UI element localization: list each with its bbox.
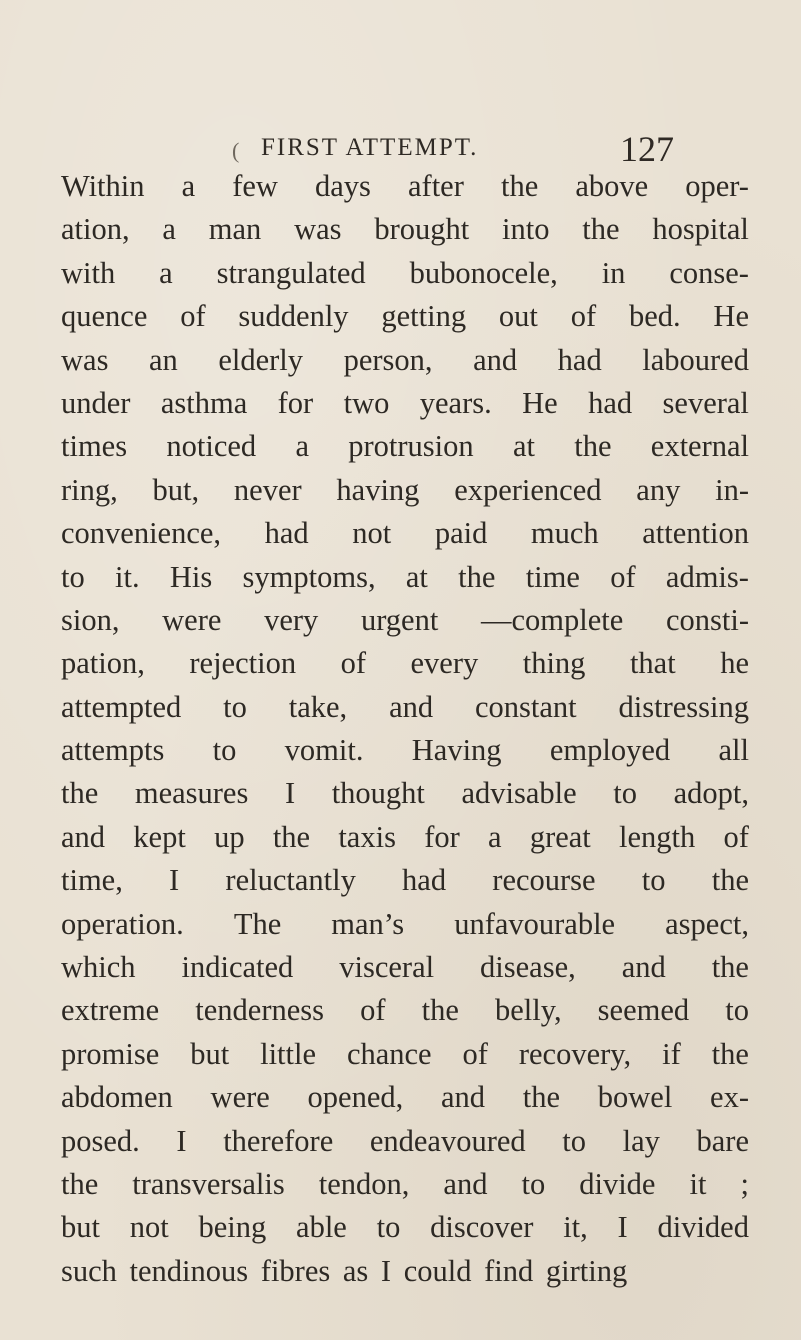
word: could — [403, 1253, 472, 1288]
word: quence — [61, 299, 148, 334]
word: not — [352, 516, 392, 551]
word: attempts — [61, 733, 165, 768]
text-line — [61, 1163, 749, 1206]
word: of — [180, 299, 206, 334]
word: to — [521, 1166, 546, 1201]
word: able — [296, 1210, 347, 1245]
word: little — [260, 1036, 317, 1071]
word: few — [232, 169, 278, 203]
word: promise — [61, 1036, 160, 1071]
word: to — [562, 1123, 587, 1158]
word: several — [662, 385, 749, 420]
word: in — [601, 255, 626, 290]
word: symptoms, — [242, 559, 376, 594]
word: admis- — [665, 559, 749, 594]
text-line — [61, 859, 749, 902]
word: conse- — [669, 255, 749, 290]
word: divide — [579, 1166, 656, 1201]
word: at — [512, 429, 535, 464]
word: He — [713, 299, 749, 334]
word: tendon, — [318, 1166, 410, 1201]
word: seemed — [597, 993, 690, 1028]
word: bare — [696, 1123, 749, 1158]
word: lay — [622, 1123, 660, 1158]
word: it, — [563, 1210, 588, 1245]
word: I — [169, 863, 180, 898]
word: was — [294, 212, 342, 247]
word: ; — [740, 1166, 749, 1201]
word: length — [619, 819, 696, 854]
word: but — [190, 1036, 230, 1071]
word: were — [162, 602, 222, 637]
text-line — [61, 946, 749, 989]
word: not — [129, 1210, 169, 1245]
body-text — [61, 165, 749, 1293]
text-line — [61, 165, 749, 208]
word: laboured — [642, 342, 749, 377]
word: had — [588, 385, 633, 420]
word: fibres — [260, 1253, 331, 1288]
running-head — [0, 112, 801, 169]
text-line — [61, 1033, 749, 1076]
word: chance — [346, 1036, 432, 1071]
word: extreme — [61, 993, 160, 1028]
word: in- — [715, 472, 749, 507]
word: if — [662, 1036, 681, 1071]
text-line — [61, 339, 749, 382]
word: bowel — [597, 1080, 673, 1115]
word: were — [210, 1080, 270, 1115]
word: the — [458, 559, 496, 594]
word: to — [376, 1210, 401, 1245]
word: measures — [134, 776, 249, 811]
word: aspect, — [665, 906, 749, 941]
word: to — [223, 689, 247, 724]
word: was — [61, 342, 109, 377]
word: —complete — [481, 602, 624, 637]
word: but — [61, 1210, 100, 1245]
word: discover — [430, 1210, 534, 1245]
word: at — [405, 559, 428, 594]
text-line — [61, 772, 749, 815]
word: the — [711, 950, 749, 985]
header-bracket: ( — [232, 138, 240, 163]
word: The — [233, 906, 282, 941]
word: all — [718, 733, 749, 768]
word: days — [315, 169, 371, 203]
word: attention — [642, 516, 749, 551]
word: that — [629, 646, 676, 681]
word: a — [181, 169, 196, 203]
text-line — [61, 1206, 749, 1249]
text-line — [61, 1250, 749, 1293]
word: oper- — [685, 169, 749, 203]
word: I — [380, 1253, 392, 1288]
word: endeavoured — [369, 1123, 526, 1158]
word: with — [61, 255, 116, 290]
word: the — [574, 429, 612, 464]
word: great — [529, 819, 591, 854]
word: reluctantly — [225, 863, 356, 898]
text-line — [61, 425, 749, 468]
word: sion, — [61, 602, 120, 637]
word: bed. — [628, 299, 681, 334]
word: which — [61, 950, 136, 985]
word: to — [613, 776, 638, 811]
word: and — [473, 342, 518, 377]
text-line — [61, 1120, 749, 1163]
word: up — [214, 819, 245, 854]
word: advisable — [461, 776, 577, 811]
word: the — [582, 212, 620, 247]
word: external — [650, 429, 749, 464]
word: every — [410, 646, 479, 681]
text-line — [61, 903, 749, 946]
word: pation, — [61, 646, 145, 681]
word: ation, — [61, 212, 130, 247]
word: for — [277, 385, 314, 420]
text-line — [61, 1076, 749, 1119]
text-line — [61, 469, 749, 512]
text-line — [61, 556, 749, 599]
word: elderly — [218, 342, 304, 377]
word: abdomen — [61, 1080, 173, 1115]
word: convenience, — [61, 516, 222, 551]
word: the — [522, 1080, 561, 1115]
word: above — [575, 169, 649, 203]
word: the — [272, 819, 311, 854]
word: unfavourable — [454, 906, 616, 941]
word: rejection — [189, 646, 297, 681]
word: brought — [374, 212, 470, 247]
word: as — [342, 1253, 369, 1288]
word: ring, — [61, 472, 118, 507]
text-line — [61, 729, 749, 772]
text-line — [61, 382, 749, 425]
word: two — [343, 385, 390, 420]
text-line — [61, 816, 749, 859]
word: the — [421, 993, 459, 1028]
word: of — [462, 1036, 488, 1071]
word: taxis — [338, 819, 396, 854]
word: tendinous — [129, 1253, 249, 1288]
word: and — [440, 1080, 486, 1115]
word: therefore — [223, 1123, 334, 1158]
word: protrusion — [348, 429, 474, 464]
word: the — [500, 169, 539, 203]
word: the — [61, 776, 99, 811]
word: an — [148, 342, 178, 377]
word: a — [159, 255, 173, 290]
word: indicated — [181, 950, 294, 985]
word: to — [725, 993, 749, 1028]
word: such — [61, 1253, 117, 1288]
word: paid — [434, 516, 488, 551]
word: had — [557, 342, 602, 377]
word: time, — [61, 863, 123, 898]
word: adopt, — [673, 776, 749, 811]
word: never — [233, 472, 302, 507]
word: man’s — [331, 906, 405, 941]
word: man — [208, 212, 262, 247]
word: Having — [411, 733, 502, 768]
text-line — [61, 599, 749, 642]
word: time — [525, 559, 580, 594]
word: hospital — [652, 212, 749, 247]
word: and — [443, 1166, 488, 1201]
word: the — [711, 863, 749, 898]
word: of — [723, 819, 749, 854]
word: years. — [419, 385, 492, 420]
word: he — [720, 646, 749, 681]
word: Within — [61, 169, 145, 203]
word: operation. — [61, 906, 184, 941]
word: attempted — [61, 689, 182, 724]
word: and — [61, 819, 106, 854]
word: any — [636, 472, 681, 507]
word: being — [198, 1210, 267, 1245]
word: of — [610, 559, 636, 594]
text-line — [61, 295, 749, 338]
word: of — [340, 646, 366, 681]
word: kept — [133, 819, 186, 854]
word: thought — [331, 776, 425, 811]
page-number: 127 — [620, 129, 674, 169]
word: of — [570, 299, 597, 334]
word: the — [711, 1036, 749, 1071]
word: but, — [152, 472, 200, 507]
word: thing — [522, 646, 586, 681]
word: posed. — [61, 1123, 140, 1158]
text-line — [61, 686, 749, 729]
word: for — [424, 819, 460, 854]
word: take, — [288, 689, 348, 724]
word: having — [336, 472, 420, 507]
text-line — [61, 252, 749, 295]
word: consti- — [665, 602, 749, 637]
word: and — [389, 689, 434, 724]
word: urgent — [360, 602, 439, 637]
word: the — [61, 1166, 99, 1201]
word: I — [617, 1210, 628, 1245]
text-line — [61, 208, 749, 251]
word: bubonocele, — [409, 255, 558, 290]
word: divided — [657, 1210, 749, 1245]
word: getting — [381, 299, 467, 334]
word: of — [360, 993, 386, 1028]
word: times — [61, 429, 128, 464]
word: to — [641, 863, 666, 898]
word: strangulated — [216, 255, 366, 290]
text-line — [61, 642, 749, 685]
word: a — [162, 212, 176, 247]
word: a — [488, 819, 502, 854]
word: tenderness — [195, 993, 325, 1028]
word: I — [284, 776, 296, 811]
word: to — [212, 733, 237, 768]
word: vomit. — [284, 733, 364, 768]
word: I — [176, 1123, 187, 1158]
word: to — [61, 559, 85, 594]
word: recourse — [492, 863, 596, 898]
word: ex- — [710, 1080, 749, 1115]
word: recovery, — [518, 1036, 632, 1071]
word: opened, — [307, 1080, 404, 1115]
word: had — [264, 516, 309, 551]
word: under — [61, 385, 131, 420]
word: constant — [474, 689, 577, 724]
word: transversalis — [132, 1166, 285, 1201]
word: He — [522, 385, 558, 420]
word: suddenly — [238, 299, 349, 334]
word: it. — [115, 559, 140, 594]
word: employed — [549, 733, 671, 768]
word: visceral — [339, 950, 435, 985]
word: very — [264, 602, 319, 637]
word: noticed — [166, 429, 257, 464]
word: disease, — [480, 950, 576, 985]
word: His — [169, 559, 213, 594]
word: experienced — [454, 472, 602, 507]
word: had — [402, 863, 447, 898]
word: into — [502, 212, 550, 247]
word: person, — [343, 342, 433, 377]
word: out — [498, 299, 538, 334]
word: girting — [545, 1253, 628, 1288]
chapter-title: FIRST ATTEMPT. — [261, 134, 479, 161]
word: asthma — [160, 385, 248, 420]
word: after — [408, 169, 464, 203]
word: and — [621, 950, 666, 985]
text-line — [61, 989, 749, 1032]
word: distressing — [618, 689, 749, 724]
word: much — [530, 516, 599, 551]
word: belly, — [494, 993, 562, 1028]
word: it — [689, 1166, 707, 1201]
word: a — [295, 429, 309, 464]
word: find — [484, 1253, 534, 1288]
text-line — [61, 512, 749, 555]
